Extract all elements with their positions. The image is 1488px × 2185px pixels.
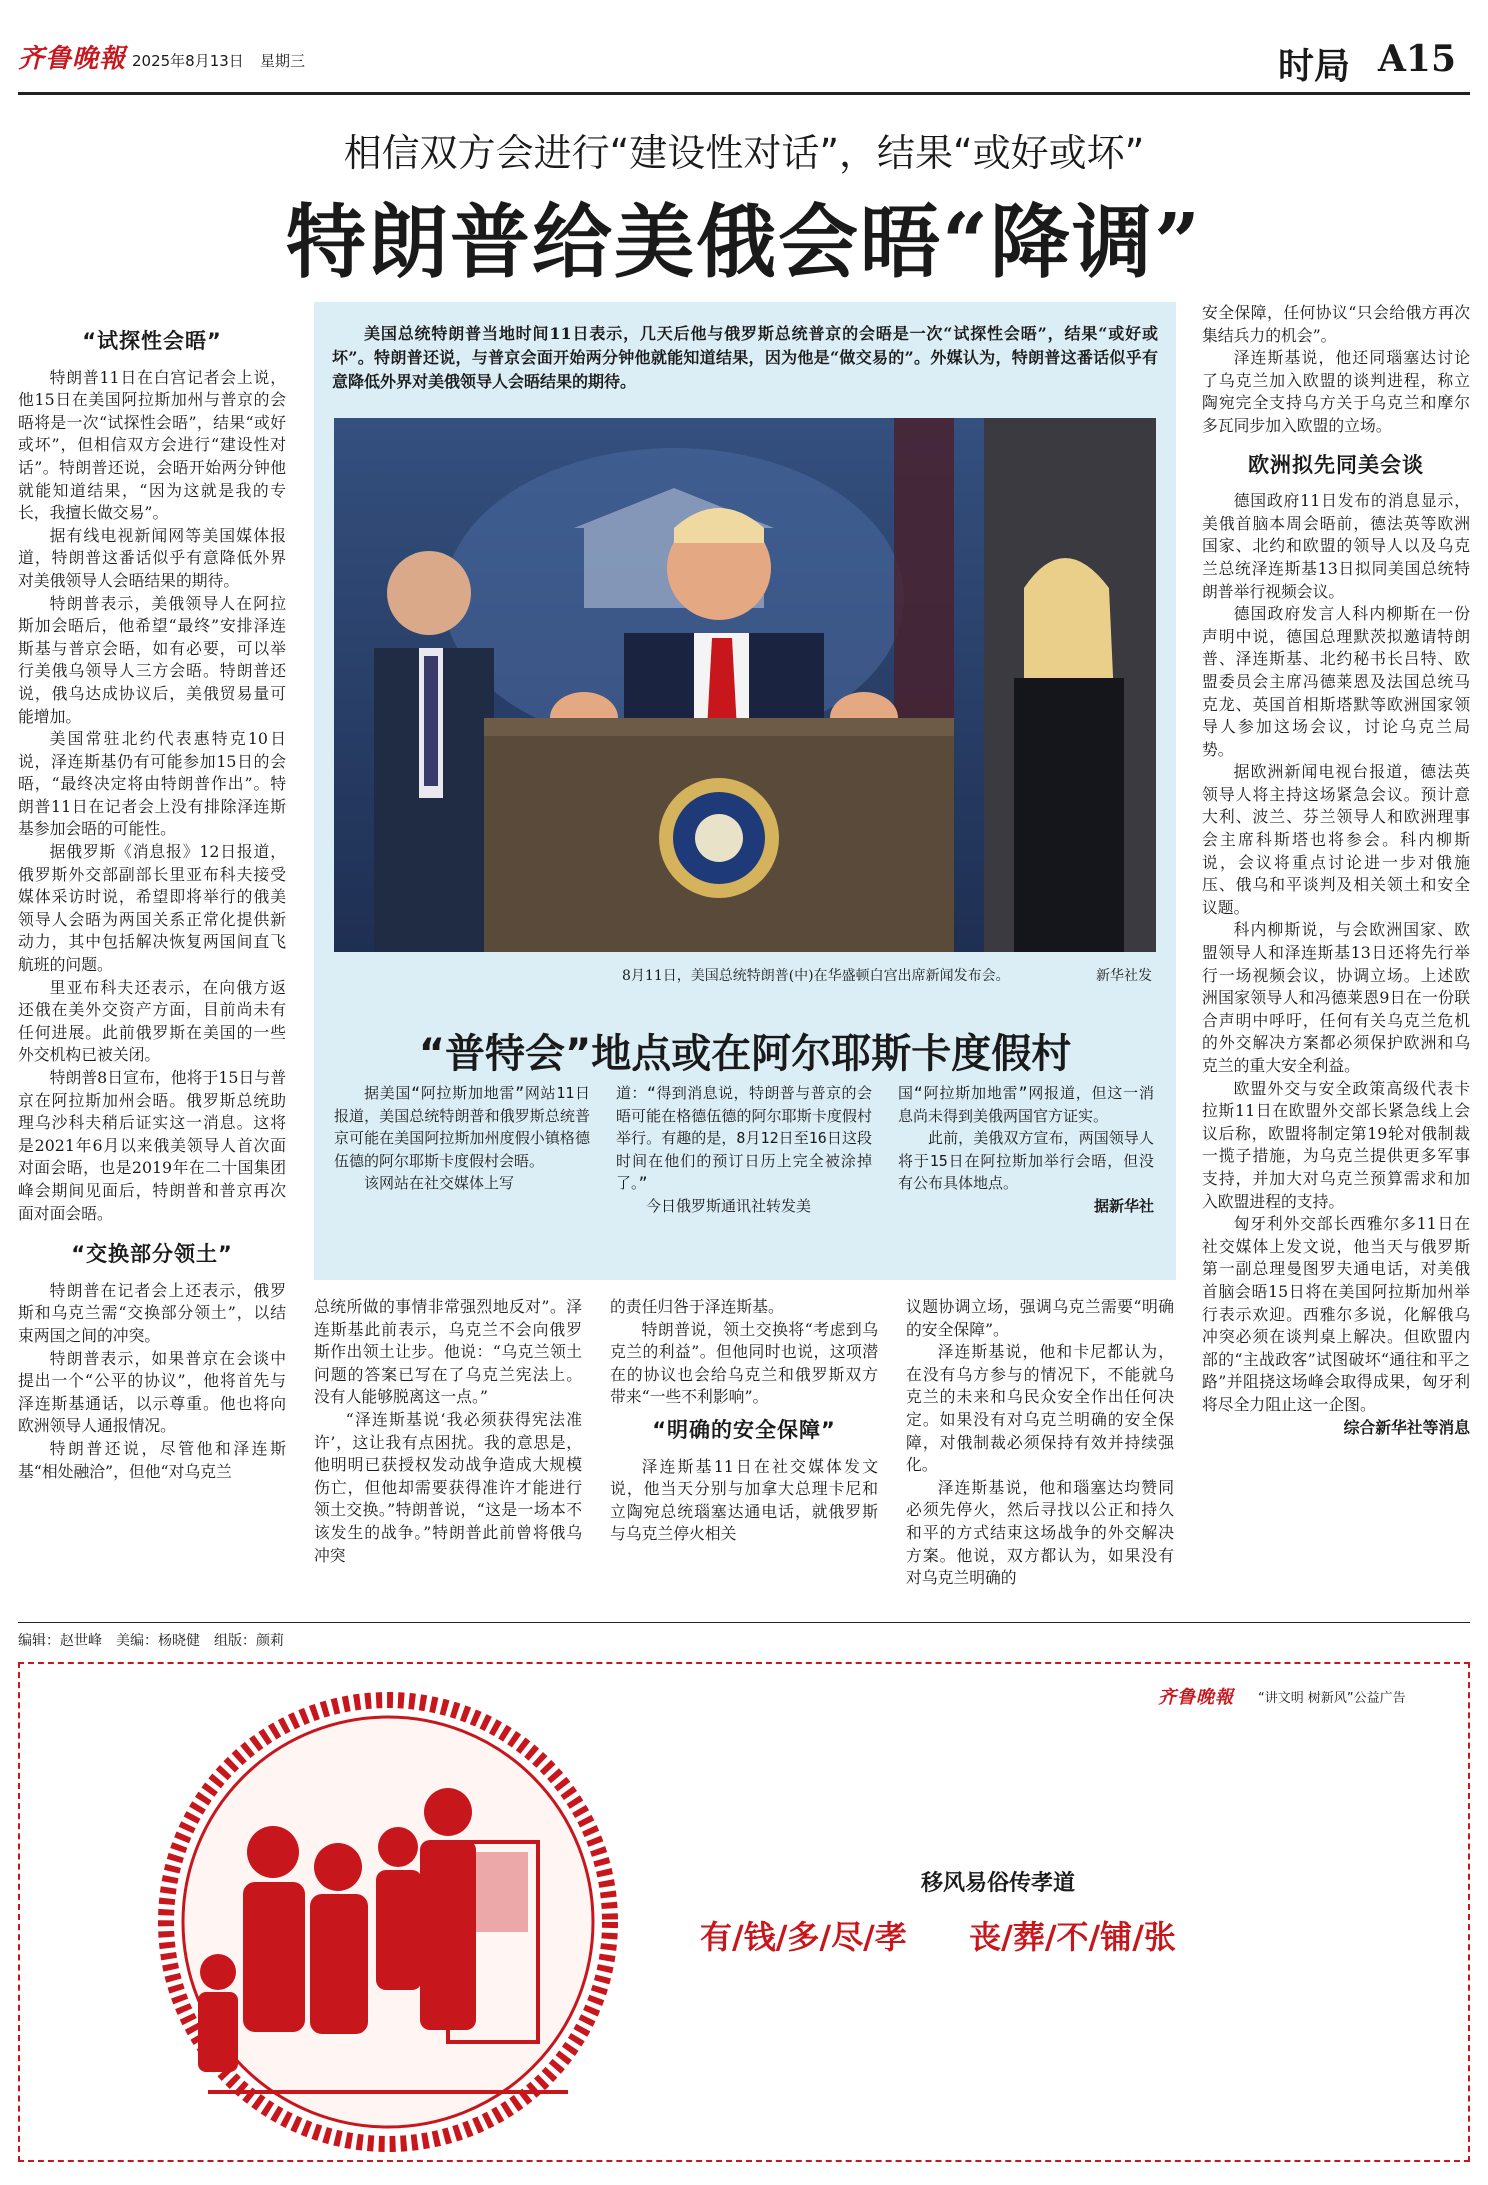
left-subheading-2: “交换部分领土”	[71, 1242, 233, 1267]
left-para: 据俄罗斯《消息报》12日报道，俄罗斯外交部副部长里亚布科夫接受媒体采访时说，希望即将举行的俄美领导人会晤为两国关系正常化提供新动力，其中包括解决恢复两国间直飞航班的问题。	[18, 842, 286, 975]
right-para: 泽连斯基说，他还同瑙塞达讨论了乌克兰加入欧盟的谈判进程，称立陶宛完全支持乌方关于乌克兰和摩尔多瓦同步加入欧盟的立场。	[1202, 348, 1470, 435]
slogan-char: 不	[1056, 1918, 1089, 1956]
right-credit: 综合新华社等消息	[1343, 1417, 1470, 1437]
ad-tag: “讲文明 树新风”公益广告	[1258, 1691, 1406, 1706]
mid-para: “泽连斯基说‘我必须获得宪法准许’，这让我有点困扰。我的意思是，他明明已获授权发动战争造成大规模伤亡，但他却需要获得准许才能进行领土交换。”特朗普说，“这是一场本不该发生的战争。”特朗普此前曾将俄乌冲突	[314, 1409, 582, 1565]
right-para: 德国政府发言人科内柳斯在一份声明中说，德国总理默茨拟邀请特朗普、泽连斯基、北约秘书长吕特、欧盟委员会主席冯德莱恩及法国总统马克龙、英国首相斯塔默等欧洲国家领导人参加这场会议，讨论乌克兰局势。	[1202, 604, 1470, 759]
mid-para: 特朗普说，领土交换将“考虑到乌克兰的利益”。但他同时也说，这项潜在的协议也会给乌克兰和俄罗斯双方带来“一些不利影响”。	[610, 1319, 878, 1407]
slogan-char: 铺	[1100, 1918, 1133, 1956]
box-para: 该网站在社交媒体上写	[364, 1174, 515, 1193]
slogan-char: 尽	[831, 1918, 864, 1956]
mid-subheading: “明确的安全保障”	[652, 1417, 836, 1442]
box-para: 此前，美俄双方宣布，两国领导人将于15日在阿拉斯加举行会晤，但没有公布具体地点。	[898, 1129, 1154, 1193]
box-col-3	[898, 1082, 1154, 1218]
mid-col-3	[906, 1296, 1174, 1590]
ad-slogan: 有/钱/多/尽/孝 丧/葬/不/铺/张	[700, 1918, 1176, 1956]
box-col-1	[334, 1082, 590, 1195]
right-subheading: 欧洲拟先同美会谈	[1248, 452, 1424, 477]
left-para: 特朗普还说，尽管他和泽连斯基“相处融洽”，但他“对乌克兰	[18, 1438, 286, 1481]
right-para: 安全保障，任何协议“只会给俄方再次集结兵力的机会”。	[1202, 303, 1470, 345]
slogan-char: 多	[787, 1918, 820, 1956]
left-para: 特朗普11日在白宫记者会上说，他15日在美国阿拉斯加州与普京的会晤将是一次“试探性会晤”，结果“或好或坏”，但相信双方会进行“建设性对话”。特朗普还说，会晤开始两分钟他就能知道结果，“因为这就是我的专长，我擅长做交易”。	[18, 367, 286, 523]
slogan-char: 钱	[743, 1918, 776, 1956]
headline-kicker: 相信双方会进行“建设性对话”，结果“或好或坏”	[343, 131, 1145, 175]
right-para: 科内柳斯说，与会欧洲国家、欧盟领导人和泽连斯基13日还将先行举行一场视频会议，协调立场。上述欧洲国家领导人和冯德莱恩9日在一份联合声明中呼吁，任何有关乌克兰危机的外交解决方案都必须保护欧洲和乌克兰的重大安全利益。	[1202, 920, 1470, 1075]
issue-date: 2025年8月13日	[132, 52, 244, 70]
lead-paragraph	[332, 322, 1158, 394]
left-para: 美国常驻北约代表惠特克10日说，泽连斯基仍有可能参加15日的会晤，“最终决定将由特朗普作出”。特朗普11日在记者会上没有排除泽连斯基参加会晤的可能性。	[18, 729, 286, 839]
mid-para: 的责任归咎于泽连斯基。	[610, 1297, 784, 1316]
photo-credit: 新华社发	[1096, 968, 1152, 984]
papercut-illustration	[148, 1692, 628, 2152]
ad-logo: 齐鲁晚報	[1158, 1687, 1234, 1708]
slogan-char: 有	[700, 1918, 733, 1956]
right-column	[1202, 302, 1470, 1439]
slogan-char: 丧	[969, 1918, 1002, 1956]
left-para: 特朗普表示，如果普京在会谈中提出一个“公平的协议”，他将首先与泽连斯基通话，以示尊重。他也将向欧洲领导人通报情况。	[18, 1348, 286, 1436]
left-para: 特朗普表示，美俄领导人在阿拉斯加会晤后，他希望“最终”安排泽连斯基与普京会晤，如有必要，可以举行美俄乌领导人三方会晤。特朗普还说，俄乌达成协议后，美俄贸易量可能增加。	[18, 593, 286, 726]
box-para: 今日俄罗斯通讯社转发美	[646, 1196, 812, 1215]
section-name: 时局	[1278, 45, 1351, 87]
left-subheading-1: “试探性会晤”	[82, 329, 222, 353]
left-column	[18, 320, 286, 1483]
editor-credits: 编辑：赵世峰 美编：杨晓健 组版：颜莉	[18, 1633, 284, 1649]
slogan-char: 孝	[874, 1918, 907, 1956]
box-para: 道：“得到消息说，特朗普与普京的会晤可能在格德伍德的阿尔耶斯卡度假村举行。有趣的是，8月12日至16日这段时间在他们的预订日历上完全被涂掉了。”	[616, 1084, 872, 1193]
left-para: 特朗普8日宣布，他将于15日与普京在阿拉斯加州会晤。俄罗斯总统助理乌沙科夫稍后证实这一消息。这将是2021年6月以来俄美领导人首次面对面会晤，也是2019年在二十国集团峰会期间见面后，特朗普和普京再次面对面会晤。	[18, 1068, 286, 1223]
slogan-char: 葬	[1012, 1918, 1045, 1956]
headline-title: 特朗普给美俄会晤“降调”	[285, 195, 1203, 289]
issue-weekday: 星期三	[260, 52, 306, 70]
left-para: 特朗普在记者会上还表示，俄罗斯和乌克兰需“交换部分领土”，以结束两国之间的冲突。	[18, 1280, 286, 1345]
mid-para: 泽连斯基说，他和瑙塞达均赞同必须先停火，然后寻找以公正和持久和平的方式结束这场战争的外交解决方案。他说，双方都认为，如果没有对乌克兰明确的	[906, 1477, 1174, 1588]
left-para: 据有线电视新闻网等美国媒体报道，特朗普这番话似乎有意降低外界对美俄领导人会晤结果的期待。	[18, 525, 286, 590]
news-photo	[334, 418, 1156, 952]
right-para: 德国政府11日发布的消息显示，美俄首脑本周会晤前，德法英等欧洲国家、北约和欧盟的领导人以及乌克兰总统泽连斯基13日拟同美国总统特朗普举行视频会议。	[1202, 491, 1470, 601]
mid-para: 泽连斯基11日在社交媒体发文说，他当天分别与加拿大总理卡尼和立陶宛总统瑙塞达通电话，就俄罗斯与乌克兰停火相关	[610, 1456, 878, 1544]
lead-text: 美国总统特朗普当地时间11日表示，几天后他与俄罗斯总统普京的会晤是一次“试探性会晤”，结果“或好或坏”。特朗普还说，与普京会面开始两分钟他就能知道结果，因为他是“做交易的”。外媒认为，特朗普这番话似乎有意降低外界对美俄领导人会晤结果的期待。	[332, 324, 1158, 391]
photo-caption: 8月11日，美国总统特朗普(中)在华盛顿白宫出席新闻发布会。	[622, 968, 1010, 984]
mid-para: 议题协调立场，强调乌克兰需要“明确的安全保障”。	[906, 1297, 1174, 1339]
box-story-title: “普特会”地点或在阿尔耶斯卡度假村	[418, 1031, 1072, 1077]
header-rule	[18, 92, 1470, 95]
newspaper-logo: 齐鲁晚報	[18, 44, 127, 74]
box-col-2	[616, 1082, 872, 1218]
mid-col-2	[610, 1296, 878, 1546]
ad-subtitle: 移风易俗传孝道	[920, 1870, 1075, 1896]
box-credit: 据新华社	[1093, 1196, 1154, 1215]
footer-rule	[18, 1622, 1470, 1623]
box-para: 据美国“阿拉斯加地雷”网站11日报道，美国总统特朗普和俄罗斯总统普京可能在美国阿拉斯加州度假小镇格德伍德的阿尔耶斯卡度假村会晤。	[334, 1084, 590, 1170]
right-para: 匈牙利外交部长西雅尔多11日在社交媒体上发文说，他当天与俄罗斯第一副总理曼图罗夫通电话，对美俄首脑会晤15日将在美国阿拉斯加州举行表示欢迎。西雅尔多说，化解俄乌冲突必须在谈判桌上解决。但欧盟内部的“主战政客”试图破坏“通往和平之路”并阻挠这场峰会取得成果，匈牙利将尽全力阻止这一企图。	[1202, 1214, 1470, 1414]
left-para: 里亚布科夫还表示，在向俄方返还俄在美外交资产方面，目前尚未有任何进展。此前俄罗斯在美国的一些外交机构已被关闭。	[18, 977, 286, 1065]
right-para: 欧盟外交与安全政策高级代表卡拉斯11日在欧盟外交部长紧急线上会议后称，欧盟将制定第19轮对俄制裁一揽子措施，为乌克兰提供更多军事支持，并加大对乌克兰预算需求和加入欧盟进程的支持。	[1202, 1078, 1470, 1211]
page-number: A15	[1378, 38, 1457, 80]
mid-para: 总统所做的事情非常强烈地反对”。泽连斯基此前表示，乌克兰不会向俄罗斯作出领土让步。他说：“乌克兰领土问题的答案已写在了乌克兰宪法上。没有人能够脱离这一点。”	[314, 1297, 582, 1407]
mid-col-1	[314, 1296, 582, 1567]
slogan-char: 张	[1143, 1918, 1176, 1956]
mid-para: 泽连斯基说，他和卡尼都认为，在没有乌方参与的情况下，不能就乌克兰的未来和乌民众安全作出任何决定。如果没有对乌克兰明确的安全保障，对俄制裁必须保持有效并持续强化。	[906, 1342, 1174, 1475]
box-para: 国“阿拉斯加地雷”网报道，但这一消息尚未得到美俄两国官方证实。	[898, 1084, 1154, 1125]
right-para: 据欧洲新闻电视台报道，德法英领导人将主持这场紧急会议。预计意大利、波兰、芬兰领导人和欧洲理事会主席科斯塔也将参会。科内柳斯说，会议将重点讨论进一步对俄施压、俄乌和平谈判及相关领土和安全议题。	[1202, 762, 1470, 917]
